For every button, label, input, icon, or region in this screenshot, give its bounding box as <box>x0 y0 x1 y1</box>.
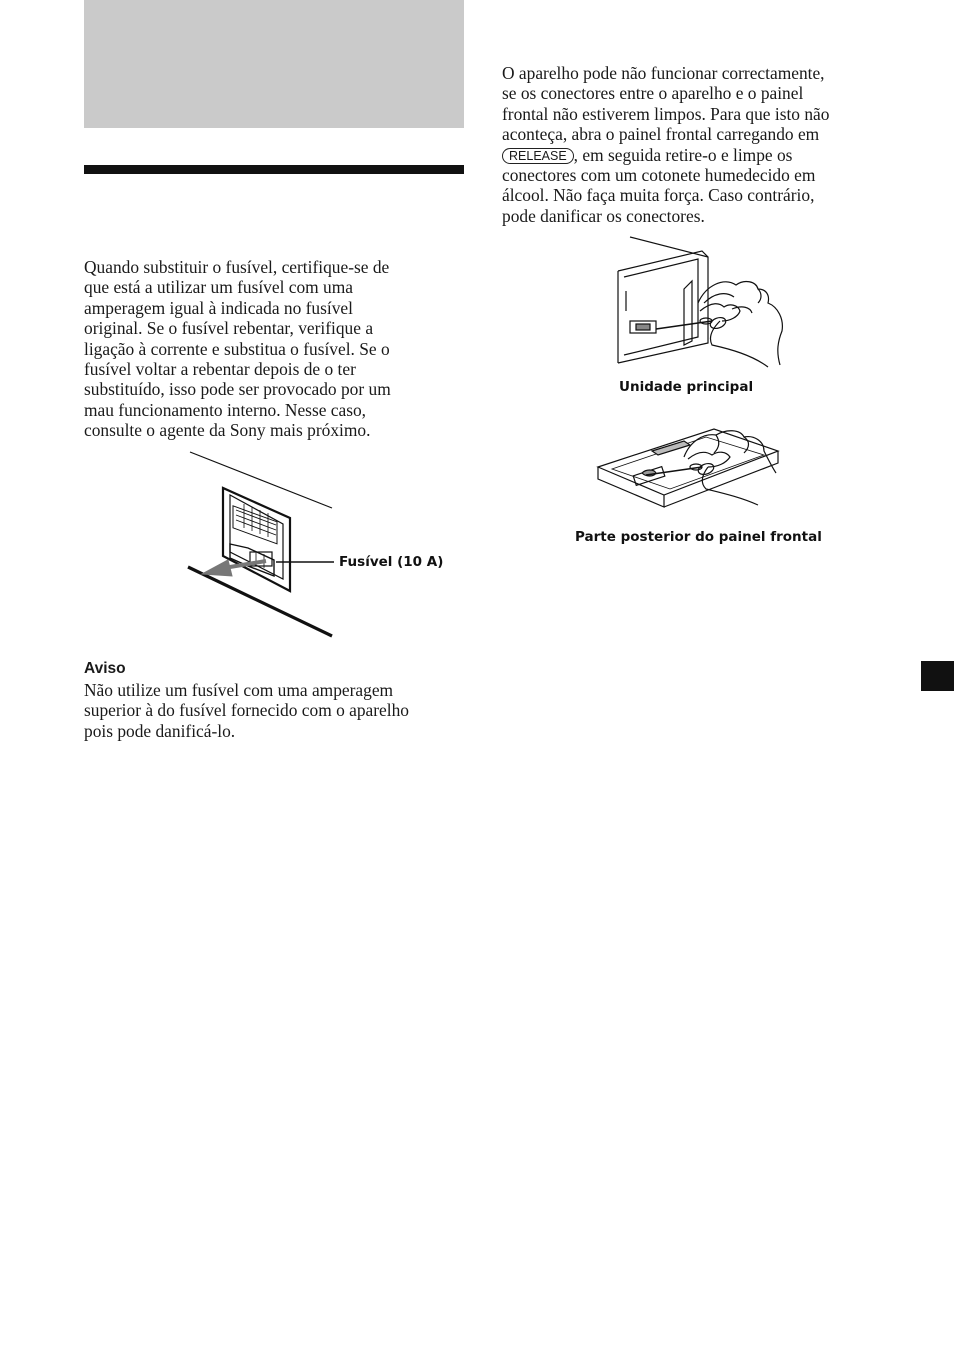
paragraph-line: álcool. Não faça muita força. Caso contrário, <box>502 185 815 206</box>
paragraph-line: pode danificar os conectores. <box>502 205 705 226</box>
paragraph-line: frontal não estiverem limpos. Para que isto não <box>502 103 830 124</box>
front-panel-rear-illustration <box>594 415 784 515</box>
warning-paragraph <box>84 680 474 741</box>
fuse-caption: Fusível (10 A) <box>339 554 444 570</box>
paragraph-line: Não utilize um fusível com uma amperagem <box>84 680 394 700</box>
main-unit-caption: Unidade principal <box>619 379 754 395</box>
section-header-block <box>84 0 464 128</box>
paragraph-line: original. Se o fusível rebentar, verifique a <box>84 318 374 339</box>
paragraph-line: consulte o agente da Sony mais próximo. <box>84 420 371 441</box>
section-title-rule <box>84 165 464 174</box>
page-section-tab <box>921 661 954 691</box>
paragraph-line: substituído, isso pode ser provocado por um <box>84 379 391 400</box>
warning-title: Aviso <box>84 660 126 677</box>
paragraph-line <box>502 145 902 165</box>
paragraph-line: superior à do fusível fornecido com o aparelho <box>84 700 409 721</box>
paragraph-line: que está a utilizar um fusível com uma <box>84 277 353 298</box>
paragraph-line: fusível voltar a rebentar depois de o ter <box>84 359 356 380</box>
paragraph-line: aconteça, abra o painel frontal carregando em <box>502 124 820 145</box>
fuse-illustration <box>184 448 340 640</box>
paragraph-line: ligação à corrente e substitua o fusível. Se o <box>84 338 390 359</box>
paragraph-line: mau funcionamento interno. Nesse caso, <box>84 399 367 420</box>
paragraph-line: O aparelho pode não funcionar correctamente, <box>502 63 825 83</box>
paragraph-line: conectores com um cotonete humedecido em <box>502 165 816 186</box>
front-panel-rear-caption: Parte posterior do painel frontal <box>575 529 822 545</box>
connector-cleaning-paragraph <box>502 63 902 226</box>
paragraph-line: Quando substituir o fusível, certifique-se de <box>84 257 390 277</box>
release-button-label: RELEASE <box>502 148 574 164</box>
main-unit-illustration <box>612 233 788 373</box>
paragraph-line: se os conectores entre o aparelho e o painel <box>502 83 804 104</box>
paragraph-line: amperagem igual à indicada no fusível <box>84 297 353 318</box>
paragraph-line-rest: , em seguida retire-o e limpe os <box>573 144 793 165</box>
paragraph-line: pois pode danificá-lo. <box>84 720 236 741</box>
fuse-replacement-paragraph <box>84 257 474 441</box>
